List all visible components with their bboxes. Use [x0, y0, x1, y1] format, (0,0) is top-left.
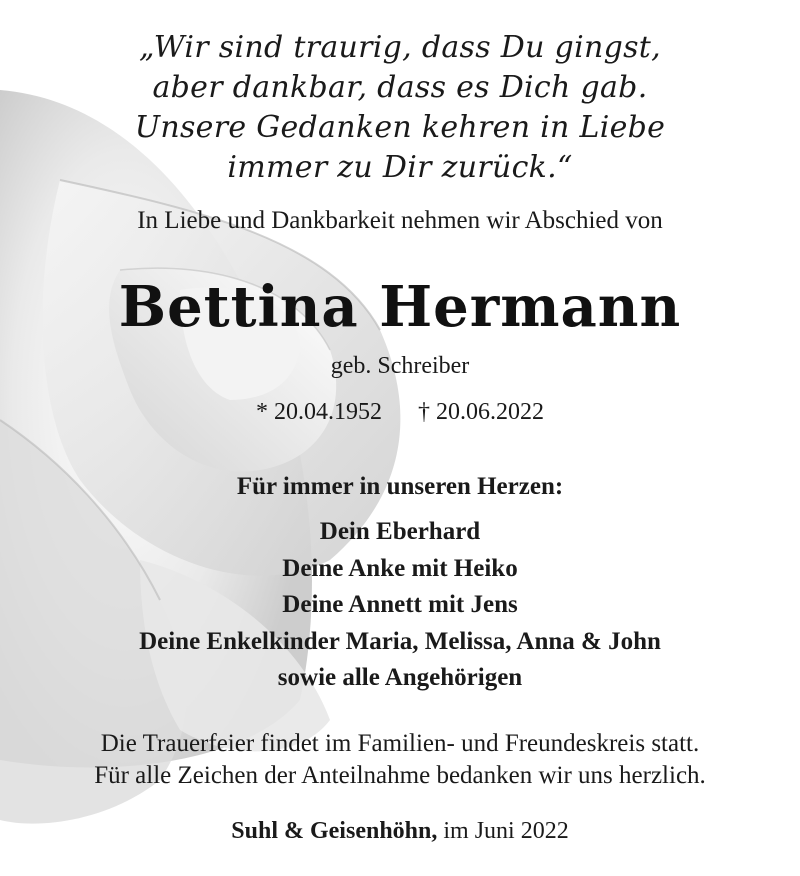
place-and-date [0, 815, 800, 847]
place-date: im Juni 2022 [443, 818, 569, 844]
mourner-line: Deine Enkelkinder Maria, Melissa, Anna & John [139, 627, 661, 655]
closing-line: Die Trauerfeier findet im Familien- und Freundeskreis statt. [100, 730, 700, 757]
quote-line: Unsere Gedanken kehren in Liebe [134, 110, 666, 145]
place-location: Suhl & Geisenhöhn, [231, 818, 438, 844]
deceased-name: Bettina Hermann [118, 274, 682, 340]
birth-date: * 20.04.1952 [256, 399, 382, 425]
forever-heading: Für immer in unseren Herzen: [236, 473, 564, 500]
memorial-quote [0, 28, 800, 188]
mourner-line: Deine Anke mit Heiko [282, 554, 518, 582]
maiden-name: geb. Schreiber [330, 353, 470, 379]
mourner-line: Deine Annett mit Jens [282, 591, 518, 618]
death-date: † 20.06.2022 [418, 399, 544, 425]
closing-text [0, 728, 800, 792]
life-dates [0, 396, 800, 428]
mourners-list [0, 514, 800, 697]
mourner-line: Dein Eberhard [319, 518, 481, 545]
quote-line: aber dankbar, dass es Dich gab. [152, 70, 648, 105]
mourner-line: sowie alle Angehörigen [277, 664, 523, 691]
quote-line: „Wir sind traurig, dass Du gingst, [139, 30, 661, 65]
closing-line: Für alle Zeichen der Anteilnahme bedanken wir uns herzlich. [94, 762, 706, 789]
intro-text: In Liebe und Dankbarkeit nehmen wir Abschied von [137, 207, 663, 234]
quote-line: immer zu Dir zurück.“ [227, 150, 573, 185]
